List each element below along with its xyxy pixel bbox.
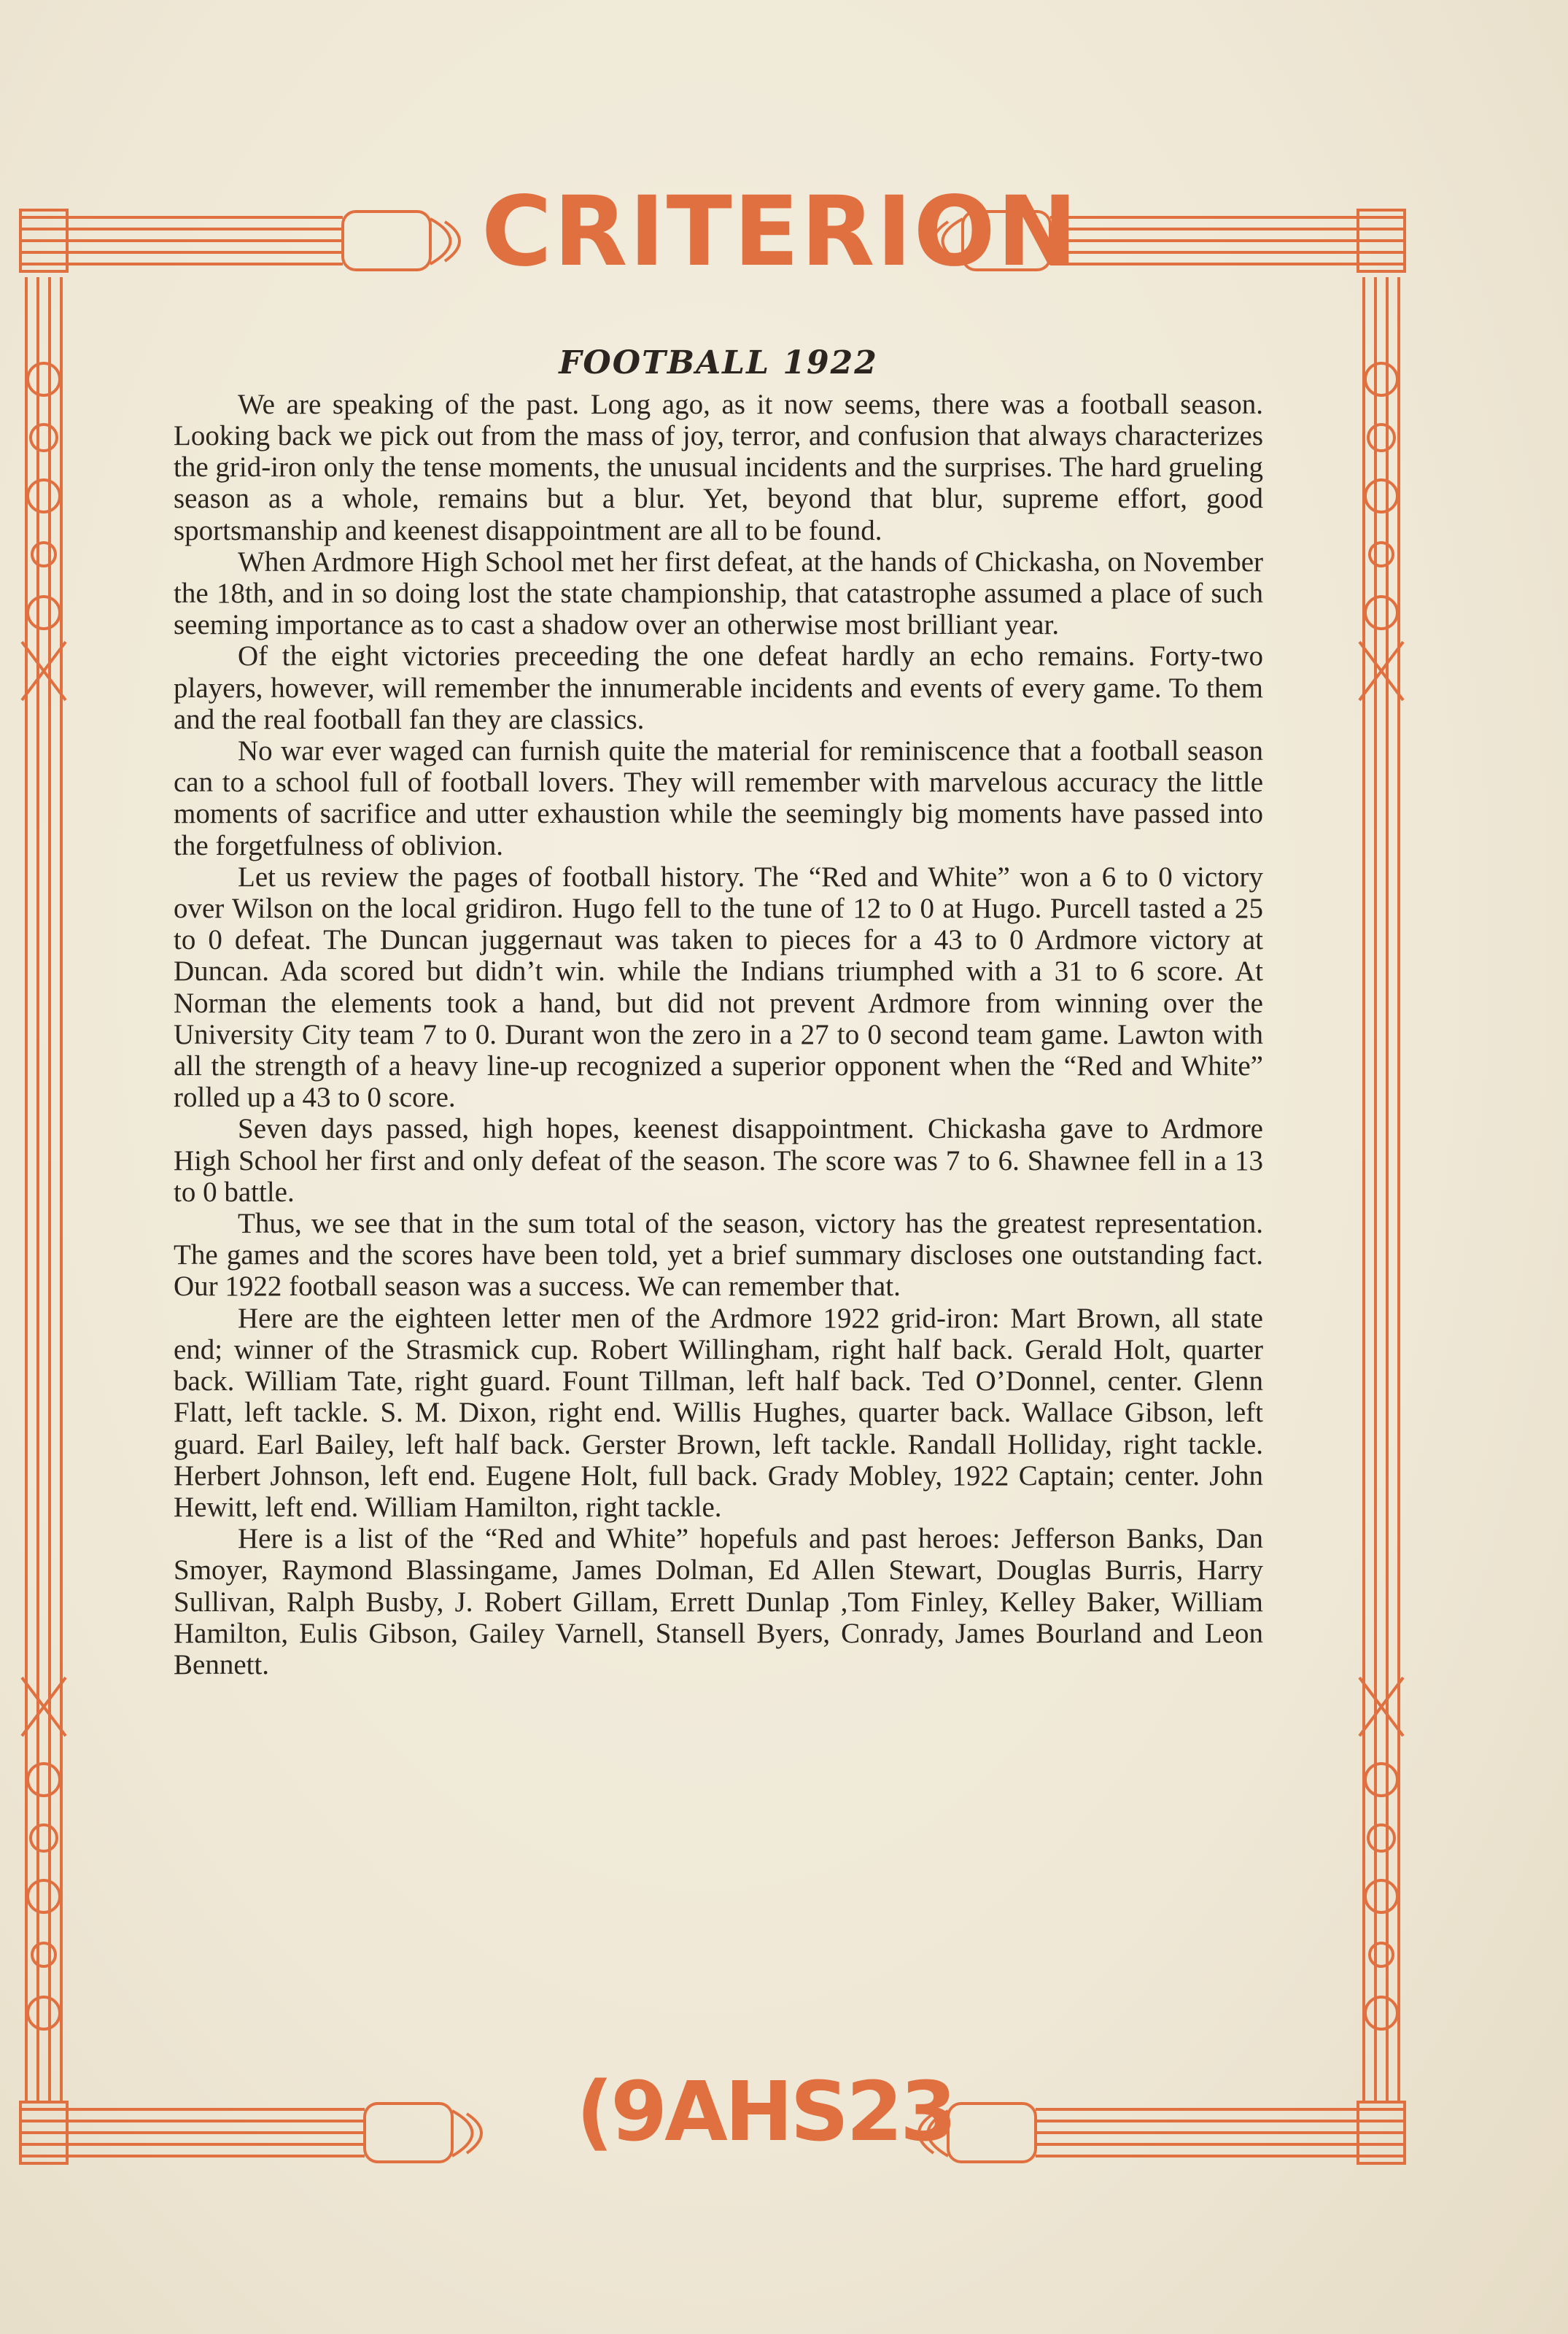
- masthead-title: CRITERION: [481, 176, 1079, 288]
- article-title: FOOTBALL 1922: [559, 344, 878, 381]
- paragraph: When Ardmore High School met her first defeat, at the hands of Chickasha, on November the 18th, and in so doing lost the state championship, that catastrophe assumed a place of such seeming importance as to cast a shadow over an otherwise most brilliant year.: [174, 546, 1263, 641]
- paragraph: Seven days passed, high hopes, keenest disappointment. Chickasha gave to Ardmore High School her first and only defeat of the season. The score was 7 to 6. Shawnee fell in a 13 to 0 battle.: [174, 1113, 1263, 1208]
- paragraph: Let us review the pages of football history. The “Red and White” won a 6 to 0 victory over Wilson on the local gridiron. Hugo fell to the tune of 12 to 0 at Hugo. Purcell tasted a 25 to 0 defeat. The Duncan juggernaut was taken to pieces for a 43 to 0 Ardmore victory at Duncan. Ada scored but didn’t win. while the Indians triumphed with a 31 to 6 score. At Norman the elements took a hand, but did not prevent Ardmore from winning over the University City team 7 to 0. Durant won the zero in a 27 to 0 second team game. Lawton with all the strength of a heavy line-up recognized a superior opponent when the “Red and White” rolled up a 43 to 0 score.: [174, 861, 1263, 1114]
- paragraph: Here is a list of the “Red and White” hopefuls and past heroes: Jefferson Banks, Dan Smoyer, Raymond Blassingame, James Dolman, Ed Allen Stewart, Douglas Burris, Harry Sullivan, Ralph Busby, J. Robert Gillam, Errett Dunlap ,Tom Finley, Kelley Baker, William Hamilton, Eulis Gibson, Gailey Varnell, Stansell Byers, Conrady, James Bourland and Leon Bennett.: [174, 1523, 1263, 1680]
- article: [174, 344, 1263, 1680]
- paragraph: We are speaking of the past. Long ago, as it now seems, there was a football season. Looking back we pick out from the mass of joy, terror, and confusion that always characterizes the grid-iron only the tense moments, the unusual incidents and the surprises. The hard grueling season as a whole, remains but a blur. Yet, beyond that blur, supreme effort, good sportsmanship and keenest disappointment are all to be found.: [174, 388, 1263, 546]
- paragraph: Of the eight victories preceeding the one defeat hardly an echo remains. Forty-two players, however, will remember the innumerable incidents and events of every game. To them and the real football fan they are classics.: [174, 640, 1263, 735]
- paragraph: Thus, we see that in the sum total of the season, victory has the greatest representation. The games and the scores have been told, yet a brief summary discloses one outstanding fact. Our 1922 football season was a success. We can remember that.: [174, 1208, 1263, 1303]
- paragraph: No war ever waged can furnish quite the material for reminiscence that a football season can to a school full of football lovers. They will remember with marvelous accuracy the little moments of sacrifice and utter exhaustion while the seemingly big moments have passed into the forgetfulness of oblivion.: [174, 735, 1263, 861]
- paragraph: Here are the eighteen letter men of the Ardmore 1922 grid-iron: Mart Brown, all state end; winner of the Strasmick cup. Robert Willingham, right half back. Gerald Holt, quarter back. William Tate, right guard. Fount Tillman, left half back. Ted O’Donnel, center. Glenn Flatt, left tackle. S. M. Dixon, right end. Willis Hughes, quarter back. Wallace Gibson, left guard. Earl Bailey, left half back. Gerster Brown, left tackle. Randall Holliday, right tackle. Herbert Johnson, left end. Eugene Holt, full back. Grady Mobley, 1922 Captain; center. John Hewitt, left end. William Hamilton, right tackle.: [174, 1302, 1263, 1523]
- footer-logo: (9AHS23: [576, 2065, 955, 2160]
